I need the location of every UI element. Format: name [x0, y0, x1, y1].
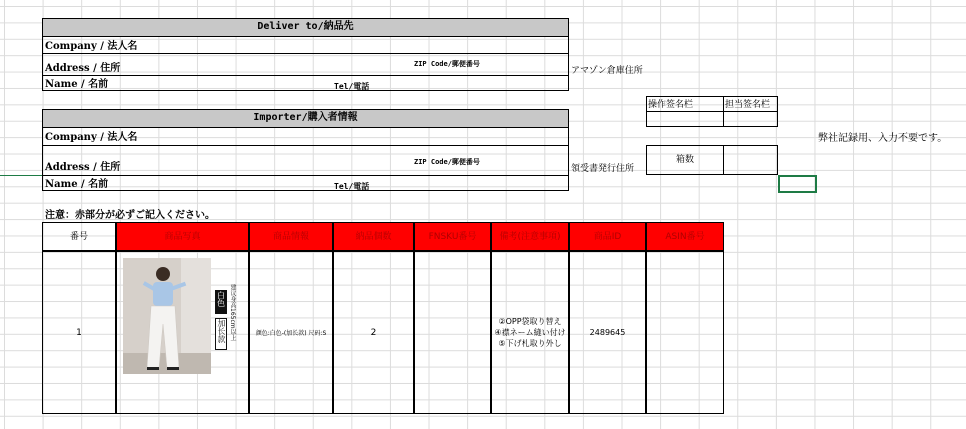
row1-product-id: 2489645	[589, 328, 626, 337]
photo-tag-white-text: 白色	[216, 291, 226, 307]
col-header-info	[249, 222, 333, 251]
row1-asin-cell[interactable]	[646, 251, 724, 414]
col-header-info-text: 商品情報	[272, 232, 309, 242]
importer-zip-label: ZIP Code/郵便番号	[414, 158, 480, 166]
col-header-product-id	[569, 222, 646, 251]
deliver-section-header	[42, 18, 569, 37]
importer-name-label: Name / 名前	[45, 179, 109, 190]
importer-side-note: 領受書発行住所	[571, 164, 635, 174]
row1-product-id-cell[interactable]	[569, 251, 646, 414]
photo-tag-long	[215, 318, 227, 350]
photo-tag-long-text: 加长款	[217, 319, 226, 343]
selected-cell[interactable]	[778, 175, 817, 193]
manager-sign-label: 担当签名栏	[725, 100, 771, 110]
row1-remarks: ②OPP袋取り替え ④襟ネーム縫い付け⑤下げ札取り外し	[494, 317, 566, 348]
deliver-company-label: Company / 法人名	[45, 41, 138, 52]
row1-quantity: 2	[370, 327, 377, 338]
deliver-name-label: Name / 名前	[45, 79, 109, 90]
row1-remarks-cell[interactable]	[491, 251, 569, 414]
row1-number-cell[interactable]	[42, 251, 116, 414]
deliver-row-divider-2	[42, 75, 569, 76]
col-header-remarks	[491, 222, 569, 251]
col-header-remarks-text: 備考(注意事項)	[499, 232, 561, 242]
deliver-zip-label: ZIP Code/郵便番号	[414, 60, 480, 68]
col-header-number-text: 番号	[69, 232, 88, 242]
importer-row-divider-2	[42, 175, 569, 176]
operator-sign-label: 操作签名栏	[648, 100, 694, 110]
deliver-side-note: アマゾン倉庫住所	[571, 66, 643, 76]
row1-photo-cell[interactable]	[116, 251, 249, 414]
row1-info: 颜色:白色-(加长款) 尺码:S	[255, 330, 327, 337]
deliver-header-text: Deliver to/納品先	[257, 21, 354, 32]
col-header-number	[42, 222, 116, 251]
photo-side-note-text: 建议身高165cm以上	[229, 284, 236, 341]
photo-side-note	[228, 284, 238, 354]
row1-number: 1	[76, 327, 82, 338]
box-count-label: 箱数	[676, 155, 695, 165]
col-header-fnsku-text: FNSKU番号	[428, 232, 477, 242]
deliver-address-label: Address / 住所	[45, 63, 121, 74]
col-header-asin-text: ASIN番号	[665, 232, 705, 242]
col-header-quantity	[333, 222, 414, 251]
importer-address-label: Address / 住所	[45, 162, 121, 173]
product-photo	[123, 258, 211, 374]
importer-tel-label: Tel/電話	[334, 182, 370, 191]
photo-tag-white	[215, 290, 227, 314]
col-header-photo	[116, 222, 249, 251]
deliver-row-divider-1	[42, 53, 569, 54]
col-header-fnsku	[414, 222, 491, 251]
col-header-photo-text: 商品写真	[164, 232, 201, 242]
col-header-asin	[646, 222, 724, 251]
required-notice: 注意：赤部分が必ずご記入ください。	[45, 210, 215, 221]
importer-row-divider-1	[42, 145, 569, 146]
row-indicator	[0, 175, 42, 176]
col-header-product-id-text: 商品ID	[593, 232, 622, 242]
col-header-quantity-text: 納品個数	[355, 232, 392, 242]
box-count-input-cell[interactable]	[723, 145, 778, 175]
row1-fnsku-cell[interactable]	[414, 251, 491, 414]
row1-info-cell[interactable]	[249, 251, 333, 414]
importer-section-header	[42, 109, 569, 128]
importer-header-text: Importer/購入者情報	[253, 112, 358, 123]
importer-company-label: Company / 法人名	[45, 132, 138, 143]
model-image	[123, 258, 211, 374]
deliver-tel-label: Tel/電話	[334, 82, 370, 91]
row1-quantity-cell[interactable]	[333, 251, 414, 414]
internal-note: 弊社記録用、入力不要です。	[818, 133, 948, 144]
